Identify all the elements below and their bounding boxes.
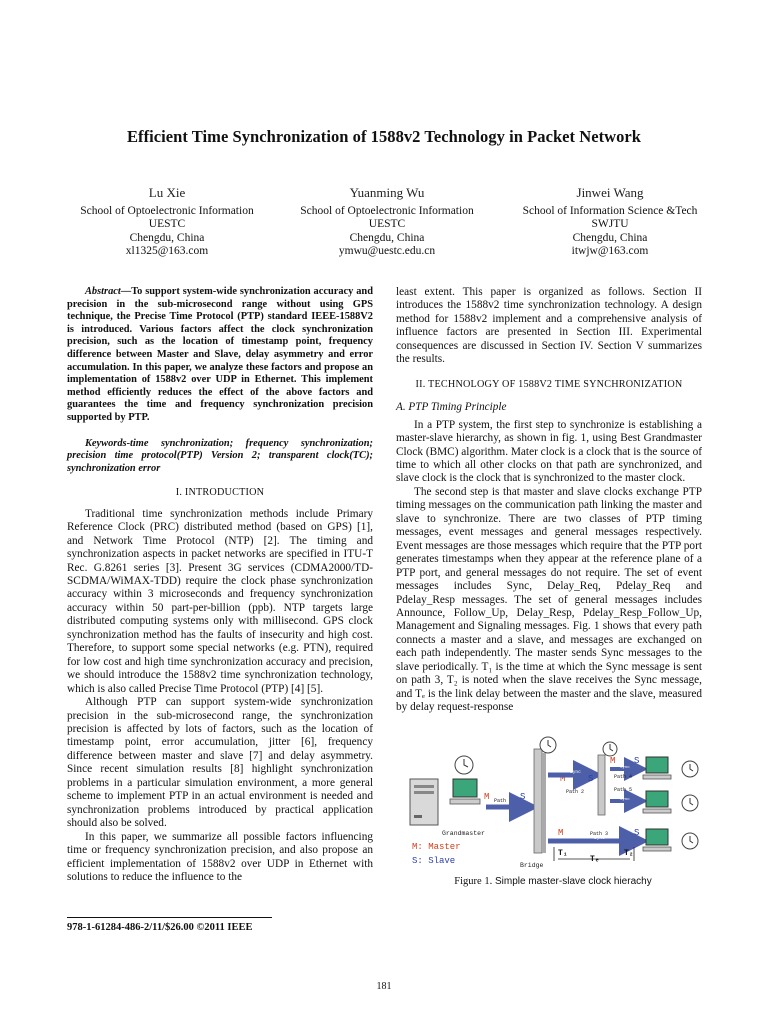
path1-label: Path 1 [494, 798, 513, 804]
footer-rule [67, 917, 272, 918]
sync-label: Sync [594, 836, 605, 841]
section-heading-technology: II. TECHNOLOGY OF 1588V2 TIME SYNCHRONIZATION [415, 378, 683, 390]
clock-icon [455, 756, 473, 774]
master-mark: M [610, 756, 616, 766]
grandmaster-server-icon [410, 779, 438, 825]
author-email: ymwu@uestc.edu.cn [338, 245, 436, 258]
author-institution: UESTC [368, 218, 406, 231]
path2-label: Path 2 [566, 789, 585, 795]
computer-icon [450, 779, 480, 804]
sync-label: Sync [620, 766, 630, 770]
paper-title: Efficient Time Synchronization of 1588v2 Technology in Packet Network [126, 127, 642, 146]
author-city: Chengdu, China [572, 231, 648, 244]
computer-icon [643, 757, 671, 779]
author-name: Jinwei Wang [576, 185, 644, 200]
author-affiliation: School of Optoelectronic Information [80, 204, 254, 217]
clock-icon [540, 737, 556, 753]
page-number: 181 [376, 981, 392, 992]
figure-master-slave-hierarchy [398, 735, 708, 875]
clock-icon [682, 795, 698, 811]
author-institution: SWJTU [591, 218, 629, 231]
path5-label: Path 5 [614, 787, 633, 793]
figure-caption [398, 876, 708, 887]
grandmaster-label: Grandmaster [442, 830, 485, 837]
legend-slave: S: Slave [412, 856, 456, 866]
author-institution: UESTC [148, 218, 186, 231]
slave-mark: S [634, 828, 640, 838]
t1-label: T₁ [558, 849, 568, 858]
subsection-heading: A. PTP Timing Principle [396, 401, 507, 414]
paragraph: Although PTP can support system-wide synchronization precision in the sub-microsecond range, the synchronization precision is affected by lots of factors, such as the location of timestamp point, error accumulation, jitter [6], frequency difference between master and slave [7] and delay asymmetry. Since recent simulation results [8] highlight synchronization problems in a particular simulation environment, a more general scheme to implement PTP in an actual environment is needed and synchronization problems introduced by practical application should also be solved. [67, 696, 373, 830]
copyright-footer: 978-1-61284-486-2/11/$26.00 ©2011 IEEE [67, 922, 253, 933]
bridge-icon [598, 755, 605, 815]
author-affiliation: School of Optoelectronic Information [300, 204, 474, 217]
figure-caption-label: Figure 1. [454, 876, 493, 887]
paragraph: The second step is that master and slave clocks exchange PTP timing messages on the communication path linking the master and slave to synchronize. There are two classes of PTP timing messages, event messages and general messages respectively. Event messages are those messages which require that the PTP port generates timestamps when they appear at the reference plane of a PTP port, and general messages do not require. The set of event messages includes Sync, Delay_Req, Pdelay_Req and Pdelay_Resp messages. The set of general messages includes Announce, Follow_Up, Delay_Resp, Pdelay_Resp_Follow_Up, Management and Signaling messages. Fig. 1 shows that every path connects a master and a slave, and messages are exchanged on each path independently. The master sends Sync messages to the slave periodically. T₁ is the time at which the Sync message is sent on path 3, T₂ is noted when the slave receives the Sync message, and Tₑ is the link delay between the master and the slave, measured by delay request-response [396, 485, 702, 714]
abstract [67, 286, 373, 425]
author-block-2 [280, 186, 494, 259]
paragraph: Traditional time synchronization methods include Primary Reference Clock (PRC) distributed method (based on GPS) [1], and Network Time Protocol (NTP) [2]. The timing and synchronization aspects in packet networks are specified in ITU-T Rec. G.8261 series [3]. Present 3G services (CDMA2000/TD-SCDMA/WiMAX-TDD) require the clock phase synchronization accuracy within 3 microseconds and frequency synchronization accuracy within 50 part-per-billion (ppb). NTP targets large distributed computing systems only with millisecond. GPS clock synchronization method has the faults of insecurity and high cost. Therefore, to support some special networks (e.g. PTN), required for low cost and high time synchronization accuracy and precision, we should introduce the 1588v2 time synchronization technology, which is also called Precise Time Protocol (PTP) [4] [5]. [67, 507, 373, 695]
bridge-icon [534, 749, 546, 853]
clock-icon [682, 761, 698, 777]
clock-icon [682, 833, 698, 849]
author-email: xl1325@163.com [125, 245, 209, 258]
section-heading-introduction: I. INTRODUCTION [175, 487, 265, 499]
author-block-1 [60, 186, 274, 259]
computer-icon [643, 829, 671, 851]
author-block-3 [500, 186, 720, 259]
master-mark: M [558, 828, 564, 838]
paragraph: In this paper, we summarize all possible factors influencing time or frequency synchronization precision, and also propose an efficient implementation of 1588v2 over UDP in Ethernet with solutions to reduce the influence to the [67, 830, 373, 883]
author-city: Chengdu, China [349, 231, 425, 244]
path4-label: Path 4 [614, 774, 633, 780]
sync-label: Sync [620, 798, 630, 802]
bridge-label: Bridge [520, 862, 544, 869]
left-column [67, 286, 373, 884]
keywords: Keywords-time synchronization; frequency synchronization; precision time protocol(PTP) Version 2; transparent clock(TC); synchronization error [67, 437, 373, 474]
master-mark: M [560, 774, 566, 784]
paragraph: least extent. This paper is organized as follows. Section II introduces the 1588v2 time synchronization technology. A design method for 1588v2 implement and a comprehensive analysis of influence factors are presented in Section III. Experimental consequences are discussed in Section IV. Section V summarizes the results. [396, 286, 702, 366]
slave-mark: S [520, 792, 526, 802]
author-email: itwjw@163.com [571, 245, 649, 258]
abstract-label: Abstract [85, 286, 121, 297]
sync-label: Sync [570, 770, 581, 775]
paragraph: In a PTP system, the first step to synchronize is establishing a master-slave hierarchy, as shown in fig. 1, using Best Grandmaster Clock (BMC) algorithm. Mater clock is a clock that is the source of time to which all other clocks on that path are synchronized, and slave clock is the clock that is synchronized to the master clock. [396, 418, 702, 485]
t2-label: T₂ [624, 849, 634, 858]
right-column [396, 286, 702, 715]
computer-icon [643, 791, 671, 813]
author-name: Lu Xie [148, 185, 186, 200]
slave-mark: S [588, 774, 594, 784]
slave-mark: S [634, 756, 640, 766]
td-label: Tₑ [590, 855, 600, 864]
author-name: Yuanming Wu [349, 185, 425, 200]
path3-label: Path 3 [590, 831, 609, 837]
clock-icon [603, 742, 617, 756]
master-mark: M [484, 792, 490, 802]
legend-master: M: Master [412, 842, 461, 852]
author-city: Chengdu, China [129, 231, 205, 244]
abstract-text: —To support system-wide synchronization accuracy and precision in the sub-microsecond range without using GPS technique, the Precise Time Protocol (PTP) standard IEEE-1588V2 is introduced. Various factors affect the clock synchronization precision, such as the location of timestamp point, frequency difference between Master and Slave, delay asymmetry and error accumulation. In this paper, we analyze these factors and propose an implementation of 1588v2 over UDP in Ethernet. This implement method efficiently reduces the effect of the above factors and guarantees the time and frequency synchronization precision supported by PTP. [67, 286, 373, 423]
figure-caption-text: Simple master-slave clock hierachy [492, 876, 652, 887]
author-affiliation: School of Information Science &Tech [522, 204, 698, 217]
